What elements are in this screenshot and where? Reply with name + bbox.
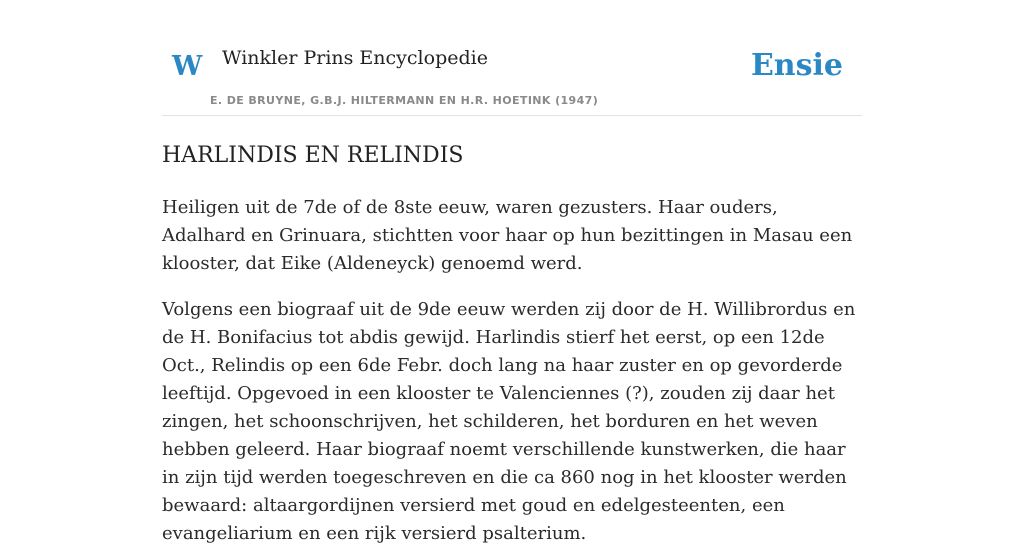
ensie-logo-link[interactable]: Ensie — [750, 48, 843, 83]
book-title-link[interactable]: Winkler Prins Encyclopedie — [222, 47, 488, 69]
entry-title: HARLINDIS EN RELINDIS — [162, 143, 464, 168]
book-authors: E. DE BRUYNE, G.B.J. HILTERMANN EN H.R. HOETINK (1947) — [210, 94, 599, 107]
encyclopedia-logo[interactable]: W — [172, 51, 203, 82]
entry-body — [162, 194, 862, 548]
header — [162, 0, 862, 116]
entry-paragraph: Volgens een biograaf uit de 9de eeuw werden zij door de H. Willibrordus en de H. Bonifacius tot abdis gewijd. Harlindis stierf het eerst, op een 12de Oct., Relindis op een 6de Febr. doch lang na haar zuster en op gevorderde leeftijd. Opgevoed in een klooster te Valenciennes (?), zouden zij daar het zingen, het schoonschrijven, het schilderen, het borduren en het weven hebben geleerd. Haar biograaf noemt verschillende kunstwerken, die haar in zijn tijd werden toegeschreven en die ca 860 nog in het klooster werden bewaard: altaargordijnen versierd met goud en edelgesteenten, een evangeliarium en een rijk versierd psalterium. — [162, 299, 856, 544]
entry-paragraph: Heiligen uit de 7de of de 8ste eeuw, waren gezusters. Haar ouders, Adalhard en Grinuara, stichtten voor haar op hun bezittingen in Masau een klooster, dat Eike (Aldeneyck) genoemd werd. — [162, 197, 853, 274]
page — [162, 0, 862, 544]
